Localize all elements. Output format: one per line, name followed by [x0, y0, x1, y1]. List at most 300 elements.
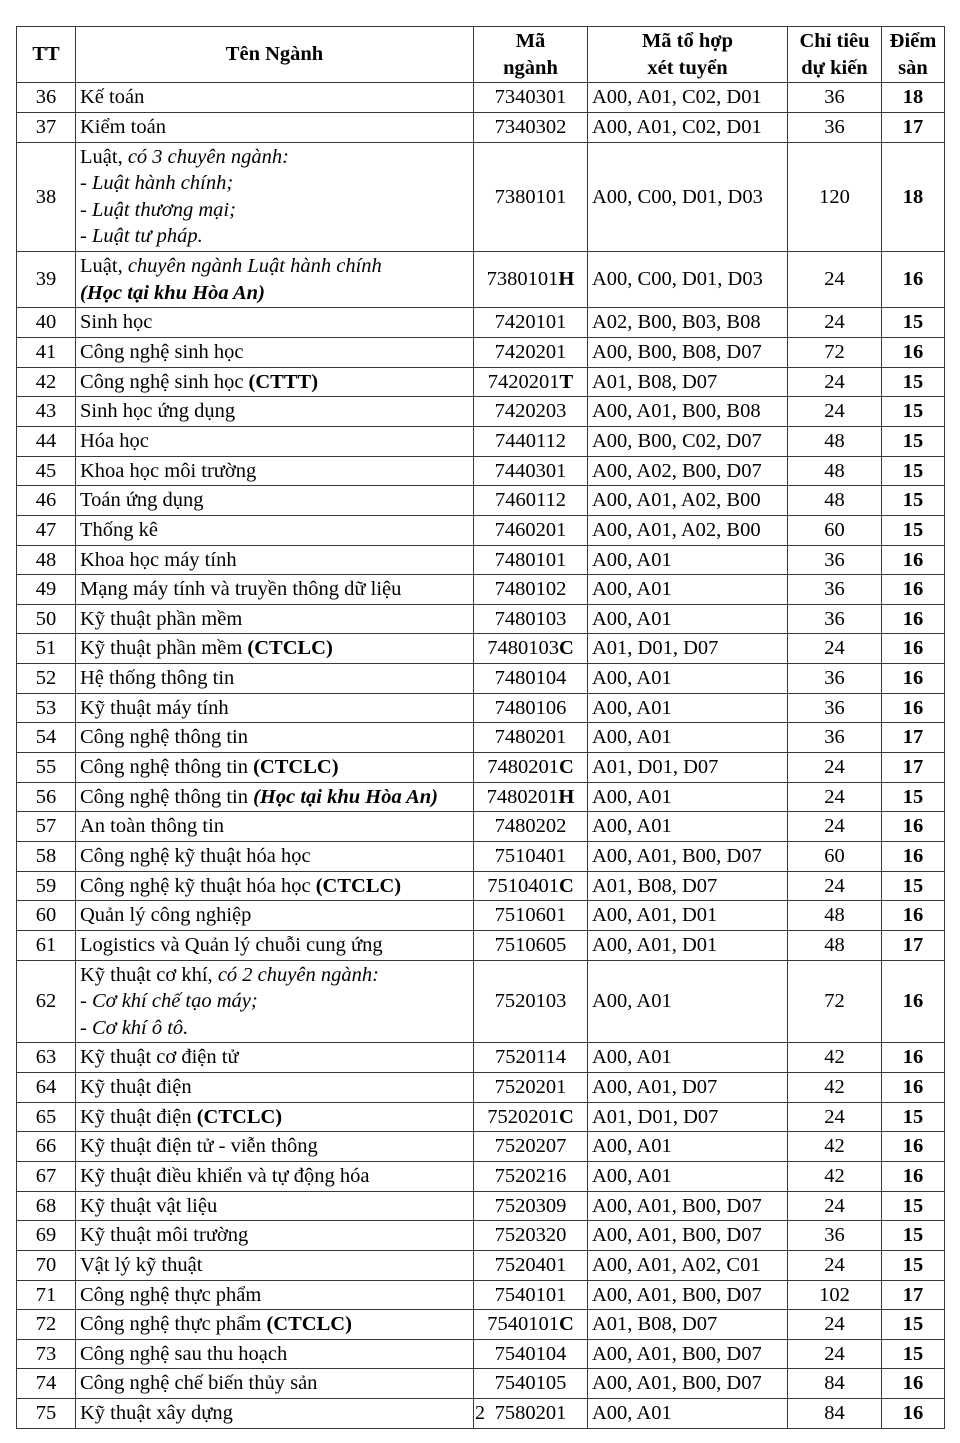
- major-code: [474, 960, 588, 1043]
- subject-combination: A00, A01, B00, D07: [588, 1339, 788, 1369]
- major-code-number: 7460201: [494, 518, 567, 541]
- major-code: [474, 1310, 588, 1340]
- row-index: 55: [17, 753, 76, 783]
- subject-combination: A00, A01: [588, 1399, 788, 1429]
- major-code-number: 7520103: [494, 990, 567, 1013]
- planned-quota: 36: [788, 575, 882, 605]
- planned-quota: 42: [788, 1132, 882, 1162]
- major-code-number: 7540105: [494, 1372, 567, 1395]
- major-name-text: Kỹ thuật cơ điện tử: [80, 1046, 239, 1069]
- subject-combination: A00, A01: [588, 723, 788, 753]
- major-name: [76, 308, 474, 338]
- major-code-number: 7520309: [494, 1194, 567, 1217]
- table-row: [17, 308, 945, 338]
- planned-quota: 24: [788, 871, 882, 901]
- page-number: 2: [475, 1402, 485, 1424]
- table-row: [17, 901, 945, 931]
- major-code: [474, 397, 588, 427]
- major-code: [474, 693, 588, 723]
- table-row: [17, 367, 945, 397]
- subject-combination: A00, A01, B00, D07: [588, 841, 788, 871]
- major-code-number: 7420201: [494, 341, 567, 364]
- floor-score: 16: [882, 1132, 945, 1162]
- table-row: [17, 575, 945, 605]
- major-name-text: Công nghệ sau thu hoạch: [80, 1342, 288, 1365]
- table-row: [17, 545, 945, 575]
- floor-score: 16: [882, 841, 945, 871]
- table-row: [17, 1280, 945, 1310]
- table-row: [17, 664, 945, 694]
- row-index: 36: [17, 83, 76, 113]
- column-header-combination: [588, 27, 788, 83]
- planned-quota: 24: [788, 753, 882, 783]
- table-row: [17, 1043, 945, 1073]
- major-name-text: Công nghệ sinh học: [80, 370, 244, 393]
- planned-quota: 120: [788, 142, 882, 252]
- major-code: [474, 1339, 588, 1369]
- row-index: 45: [17, 456, 76, 486]
- major-code: [474, 1221, 588, 1251]
- subject-combination: A00, A01, B00, D07: [588, 1191, 788, 1221]
- major-campus-note: (Học tại khu Hòa An): [80, 281, 265, 304]
- table-row: [17, 1369, 945, 1399]
- table-row: [17, 871, 945, 901]
- major-code: [474, 782, 588, 812]
- subject-combination: A00, A01: [588, 545, 788, 575]
- floor-score: 16: [882, 901, 945, 931]
- table-row: [17, 1161, 945, 1191]
- major-code: [474, 812, 588, 842]
- subject-combination: A00, A01: [588, 664, 788, 694]
- major-code-number: 7520114: [495, 1046, 566, 1069]
- major-code-number: 7510601: [494, 904, 567, 927]
- major-code: [474, 1043, 588, 1073]
- major-name-program-tag: (CTCLC): [242, 637, 333, 660]
- major-code: [474, 1280, 588, 1310]
- floor-score: 17: [882, 112, 945, 142]
- row-index: 69: [17, 1221, 76, 1251]
- subject-combination: A02, B00, B03, B08: [588, 308, 788, 338]
- row-index: 58: [17, 841, 76, 871]
- major-code: [474, 723, 588, 753]
- planned-quota: 24: [788, 1339, 882, 1369]
- major-code: [474, 871, 588, 901]
- major-code-number: 7520201: [494, 1076, 567, 1099]
- major-code: [474, 83, 588, 113]
- document-page: [16, 26, 944, 1429]
- major-code-number: 7480104: [494, 667, 567, 690]
- major-name-text: Công nghệ kỹ thuật hóa học: [80, 874, 311, 897]
- planned-quota: 36: [788, 693, 882, 723]
- major-code: [474, 1102, 588, 1132]
- major-name-text: Sinh học: [80, 311, 153, 334]
- major-code: [474, 664, 588, 694]
- floor-score: 16: [882, 1161, 945, 1191]
- floor-score: 15: [882, 308, 945, 338]
- floor-score: 17: [882, 753, 945, 783]
- major-code: [474, 841, 588, 871]
- major-name-text: Kỹ thuật máy tính: [80, 696, 229, 719]
- major-specialization-item: - Cơ khí ô tô.: [80, 1016, 189, 1039]
- planned-quota: 48: [788, 486, 882, 516]
- major-name-text: Khoa học môi trường: [80, 459, 257, 482]
- row-index: 37: [17, 112, 76, 142]
- major-code-number: 7480101: [494, 548, 567, 571]
- major-code-suffix: C: [558, 756, 574, 779]
- subject-combination: A00, A01, C02, D01: [588, 83, 788, 113]
- major-name-text: Công nghệ thực phẩm: [80, 1283, 262, 1306]
- subject-combination: A00, A01: [588, 1161, 788, 1191]
- subject-combination: A00, A01, B00, D07: [588, 1280, 788, 1310]
- subject-combination: A01, D01, D07: [588, 634, 788, 664]
- table-row: [17, 142, 945, 252]
- row-index: 72: [17, 1310, 76, 1340]
- major-code-number: 7380101: [494, 185, 567, 208]
- planned-quota: 36: [788, 664, 882, 694]
- table-row: [17, 1310, 945, 1340]
- major-name: [76, 1221, 474, 1251]
- score-line2: sàn: [898, 56, 928, 79]
- major-name: [76, 367, 474, 397]
- floor-score: 16: [882, 634, 945, 664]
- major-name-text: Toán ứng dụng: [80, 489, 204, 512]
- planned-quota: 24: [788, 367, 882, 397]
- table-row: [17, 1132, 945, 1162]
- table-row: [17, 83, 945, 113]
- planned-quota: 24: [788, 1310, 882, 1340]
- major-name-text: Kỹ thuật môi trường: [80, 1224, 249, 1247]
- major-name-text: Kỹ thuật phần mềm: [80, 637, 243, 660]
- major-name-text: Luật,: [80, 145, 123, 168]
- major-code-number: 7540101: [487, 1313, 559, 1336]
- major-specialization-item: - Cơ khí chế tạo máy;: [80, 990, 258, 1013]
- major-name-program-tag: (CTCLC): [247, 756, 339, 779]
- major-code-number: 7510605: [494, 933, 567, 956]
- major-code-number: 7340301: [494, 86, 567, 109]
- table-header: [17, 27, 945, 83]
- major-name: [76, 693, 474, 723]
- column-header-tt: TT: [17, 27, 76, 83]
- major-name-text: Kế toán: [80, 86, 145, 109]
- major-code-number: 7520201: [487, 1105, 559, 1128]
- major-code: [474, 142, 588, 252]
- major-name-text: Mạng máy tính và truyền thông dữ liệu: [80, 578, 402, 601]
- row-index: 50: [17, 604, 76, 634]
- row-index: 49: [17, 575, 76, 605]
- table-row: [17, 604, 945, 634]
- major-code: [474, 575, 588, 605]
- planned-quota: 102: [788, 1280, 882, 1310]
- major-code: [474, 604, 588, 634]
- row-index: 42: [17, 367, 76, 397]
- major-name-text: Luật,: [80, 255, 123, 278]
- planned-quota: 36: [788, 545, 882, 575]
- row-index: 46: [17, 486, 76, 516]
- major-name-text: Công nghệ sinh học: [80, 341, 244, 364]
- subject-combination: A01, B08, D07: [588, 871, 788, 901]
- major-name-text: Kỹ thuật điện: [80, 1076, 192, 1099]
- planned-quota: 48: [788, 901, 882, 931]
- table-row: [17, 456, 945, 486]
- subject-combination: A00, A01: [588, 812, 788, 842]
- major-name-campus-note: (Học tại khu Hòa An): [247, 785, 439, 808]
- quota-line2: dự kiến: [801, 56, 868, 79]
- subject-combination: A00, C00, D01, D03: [588, 142, 788, 252]
- major-name-text: Kỹ thuật xây dựng: [80, 1402, 233, 1425]
- row-index: 43: [17, 397, 76, 427]
- major-code: [474, 1132, 588, 1162]
- major-name: [76, 841, 474, 871]
- subject-combination: A00, A01: [588, 575, 788, 605]
- column-header-name: Tên Ngành: [76, 27, 474, 83]
- major-name: [76, 545, 474, 575]
- combination-line2: xét tuyển: [647, 56, 728, 79]
- floor-score: 15: [882, 1102, 945, 1132]
- major-name: [76, 753, 474, 783]
- planned-quota: 48: [788, 426, 882, 456]
- floor-score: 15: [882, 397, 945, 427]
- planned-quota: 36: [788, 604, 882, 634]
- table-row: [17, 930, 945, 960]
- table-row: [17, 486, 945, 516]
- major-name-text: Kỹ thuật cơ khí,: [80, 963, 213, 986]
- row-index: 59: [17, 871, 76, 901]
- major-name-text: Công nghệ thông tin: [80, 756, 248, 779]
- major-code: [474, 1161, 588, 1191]
- row-index: 47: [17, 515, 76, 545]
- major-specialization-item: - Luật tư pháp.: [80, 225, 203, 248]
- major-name: [76, 723, 474, 753]
- row-index: 63: [17, 1043, 76, 1073]
- major-code-number: 7380101: [486, 268, 559, 291]
- major-name: [76, 1132, 474, 1162]
- column-header-score: [882, 27, 945, 83]
- planned-quota: 24: [788, 1191, 882, 1221]
- floor-score: 18: [882, 142, 945, 252]
- major-code-number: 7420101: [494, 311, 567, 334]
- planned-quota: 24: [788, 812, 882, 842]
- major-code: [474, 426, 588, 456]
- subject-combination: A00, A01, B00, B08: [588, 397, 788, 427]
- major-name: [76, 338, 474, 368]
- major-code-number: 7460112: [495, 489, 566, 512]
- major-code: [474, 308, 588, 338]
- planned-quota: 84: [788, 1399, 882, 1429]
- floor-score: 16: [882, 1399, 945, 1429]
- table-row: [17, 841, 945, 871]
- major-code-number: 7440112: [495, 429, 566, 452]
- major-code: [474, 456, 588, 486]
- major-name-text: Thống kê: [80, 518, 158, 541]
- floor-score: 18: [882, 83, 945, 113]
- major-code-number: 7520207: [494, 1135, 567, 1158]
- table-row: [17, 1339, 945, 1369]
- major-name-text: An toàn thông tin: [80, 815, 225, 838]
- major-code-suffix: C: [558, 874, 574, 897]
- row-index: 66: [17, 1132, 76, 1162]
- major-name: [76, 1339, 474, 1369]
- quota-line1: Chỉ tiêu: [799, 30, 870, 52]
- planned-quota: 36: [788, 1221, 882, 1251]
- major-name: [76, 486, 474, 516]
- subject-combination: A01, D01, D07: [588, 753, 788, 783]
- floor-score: 15: [882, 1221, 945, 1251]
- subject-combination: A00, A01, A02, C01: [588, 1250, 788, 1280]
- major-name: [76, 871, 474, 901]
- subject-combination: A00, A01, D01: [588, 930, 788, 960]
- major-name: [76, 575, 474, 605]
- major-name-text: Kỹ thuật điện: [80, 1105, 192, 1128]
- subject-combination: A00, A02, B00, D07: [588, 456, 788, 486]
- major-code: [474, 112, 588, 142]
- subject-combination: A00, A01: [588, 782, 788, 812]
- major-name-text: Kỹ thuật phần mềm: [80, 607, 243, 630]
- major-name: [76, 1073, 474, 1103]
- major-code-number: 7580201: [494, 1402, 567, 1425]
- table-row: [17, 1073, 945, 1103]
- subject-combination: A00, C00, D01, D03: [588, 252, 788, 308]
- subject-combination: A00, A01: [588, 604, 788, 634]
- major-code-number: 7480201: [487, 756, 559, 779]
- planned-quota: 24: [788, 397, 882, 427]
- major-code-number: 7480202: [494, 815, 567, 838]
- table-row: [17, 1102, 945, 1132]
- subject-combination: A00, A01: [588, 693, 788, 723]
- major-code: [474, 901, 588, 931]
- row-index: 74: [17, 1369, 76, 1399]
- planned-quota: 60: [788, 515, 882, 545]
- major-name: [76, 1161, 474, 1191]
- major-name-text: Kỹ thuật điện tử - viễn thông: [80, 1135, 318, 1158]
- major-name: [76, 664, 474, 694]
- major-name: [76, 456, 474, 486]
- major-specialization-item: - Luật thương mại;: [80, 198, 236, 221]
- major-code-number: 7520320: [494, 1224, 567, 1247]
- table-row: [17, 1191, 945, 1221]
- row-index: 52: [17, 664, 76, 694]
- major-name-program-tag: (CTCLC): [310, 874, 402, 897]
- admissions-table: [16, 26, 945, 1429]
- floor-score: 16: [882, 664, 945, 694]
- major-code: [474, 367, 588, 397]
- major-name-text: Công nghệ thông tin: [80, 785, 248, 808]
- major-name-text: Kỹ thuật điều khiển và tự động hóa: [80, 1164, 370, 1187]
- major-name: [76, 426, 474, 456]
- floor-score: 16: [882, 960, 945, 1043]
- planned-quota: 72: [788, 960, 882, 1043]
- planned-quota: 72: [788, 338, 882, 368]
- floor-score: 15: [882, 1339, 945, 1369]
- planned-quota: 24: [788, 1250, 882, 1280]
- subject-combination: A00, A01: [588, 1132, 788, 1162]
- floor-score: 16: [882, 1043, 945, 1073]
- major-name-program-tag: (CTCLC): [261, 1313, 352, 1336]
- planned-quota: 24: [788, 782, 882, 812]
- row-index: 65: [17, 1102, 76, 1132]
- row-index: 40: [17, 308, 76, 338]
- row-index: 41: [17, 338, 76, 368]
- floor-score: 15: [882, 515, 945, 545]
- floor-score: 15: [882, 1310, 945, 1340]
- major-name-text: Hệ thống thông tin: [80, 667, 235, 690]
- row-index: 75: [17, 1399, 76, 1429]
- table-row: [17, 693, 945, 723]
- subject-combination: A00, B00, C02, D07: [588, 426, 788, 456]
- floor-score: 15: [882, 486, 945, 516]
- major-code-suffix: C: [558, 1105, 574, 1128]
- major-name-text: Kỹ thuật vật liệu: [80, 1194, 218, 1217]
- row-index: 54: [17, 723, 76, 753]
- planned-quota: 36: [788, 83, 882, 113]
- major-name: [76, 604, 474, 634]
- table-row: [17, 753, 945, 783]
- row-index: 68: [17, 1191, 76, 1221]
- floor-score: 17: [882, 1280, 945, 1310]
- subject-combination: A00, A01: [588, 960, 788, 1043]
- major-name: [76, 252, 474, 308]
- row-index: 62: [17, 960, 76, 1043]
- row-index: 53: [17, 693, 76, 723]
- table-row: [17, 1221, 945, 1251]
- major-code-number: 7340302: [494, 115, 567, 138]
- major-name: [76, 960, 474, 1043]
- floor-score: 15: [882, 871, 945, 901]
- major-code: [474, 252, 588, 308]
- planned-quota: 24: [788, 634, 882, 664]
- floor-score: 16: [882, 1073, 945, 1103]
- major-name: [76, 1191, 474, 1221]
- major-name-italic: chuyên ngành Luật hành chính: [122, 255, 382, 278]
- row-index: 56: [17, 782, 76, 812]
- major-name: [76, 901, 474, 931]
- subject-combination: A00, B00, B08, D07: [588, 338, 788, 368]
- planned-quota: 36: [788, 723, 882, 753]
- planned-quota: 24: [788, 1102, 882, 1132]
- floor-score: 17: [882, 930, 945, 960]
- floor-score: 16: [882, 545, 945, 575]
- major-code: [474, 1369, 588, 1399]
- major-code-number: 7540104: [494, 1342, 567, 1365]
- planned-quota: 24: [788, 308, 882, 338]
- major-name-text: Vật lý kỹ thuật: [80, 1253, 203, 1276]
- major-code-suffix: H: [558, 785, 575, 808]
- planned-quota: 36: [788, 112, 882, 142]
- row-index: 70: [17, 1250, 76, 1280]
- major-name-text: Quản lý công nghiệp: [80, 904, 252, 927]
- subject-combination: A00, A01, D01: [588, 901, 788, 931]
- row-index: 71: [17, 1280, 76, 1310]
- table-row: [17, 515, 945, 545]
- major-name-text: Công nghệ kỹ thuật hóa học: [80, 844, 311, 867]
- planned-quota: 42: [788, 1073, 882, 1103]
- row-index: 38: [17, 142, 76, 252]
- floor-score: 15: [882, 782, 945, 812]
- major-code-number: 7480201: [494, 726, 567, 749]
- major-code: [474, 338, 588, 368]
- table-row: [17, 397, 945, 427]
- major-name-text: Công nghệ chế biến thủy sản: [80, 1372, 318, 1395]
- floor-score: 17: [882, 723, 945, 753]
- major-name: [76, 1043, 474, 1073]
- row-index: 39: [17, 252, 76, 308]
- major-name-program-tag: (CTCLC): [191, 1105, 283, 1128]
- major-code-number: 7480106: [494, 696, 567, 719]
- planned-quota: 48: [788, 930, 882, 960]
- major-name-text: Công nghệ thực phẩm: [80, 1313, 262, 1336]
- table-row: [17, 1250, 945, 1280]
- major-code: [474, 515, 588, 545]
- major-code: [474, 1191, 588, 1221]
